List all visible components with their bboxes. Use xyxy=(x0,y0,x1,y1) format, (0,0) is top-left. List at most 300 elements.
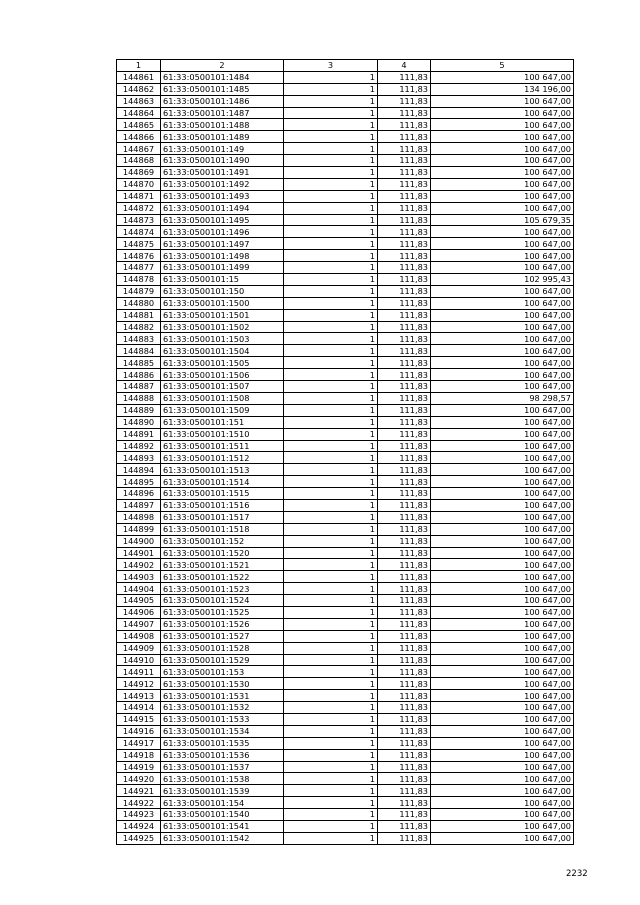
cadastral-value-cell: 100 647,00 xyxy=(431,559,574,571)
cadastral-number-cell: 61:33:0500101:1535 xyxy=(161,737,284,749)
cadastral-value-cell: 100 647,00 xyxy=(431,737,574,749)
quantity-cell: 1 xyxy=(284,606,378,618)
table-row xyxy=(117,178,574,190)
table-row xyxy=(117,773,574,785)
area-cell: 111,83 xyxy=(378,131,431,143)
table-row xyxy=(117,309,574,321)
cadastral-number-cell: 61:33:0500101:1501 xyxy=(161,309,284,321)
row-number-cell: 144887 xyxy=(117,381,161,393)
table-row xyxy=(117,785,574,797)
cadastral-number-cell: 61:33:0500101:1540 xyxy=(161,809,284,821)
cadastral-number-cell: 61:33:0500101:1522 xyxy=(161,571,284,583)
quantity-cell: 1 xyxy=(284,464,378,476)
cadastral-value-cell: 100 647,00 xyxy=(431,285,574,297)
cadastral-number-cell: 61:33:0500101:1506 xyxy=(161,369,284,381)
quantity-cell: 1 xyxy=(284,285,378,297)
cadastral-value-cell: 100 647,00 xyxy=(431,119,574,131)
cadastral-value-cell: 100 647,00 xyxy=(431,452,574,464)
row-number-cell: 144902 xyxy=(117,559,161,571)
cadastral-number-cell: 61:33:0500101:1525 xyxy=(161,606,284,618)
quantity-cell: 1 xyxy=(284,725,378,737)
quantity-cell: 1 xyxy=(284,71,378,83)
cadastral-value-cell: 98 298,57 xyxy=(431,392,574,404)
cadastral-number-cell: 61:33:0500101:1509 xyxy=(161,404,284,416)
area-cell: 111,83 xyxy=(378,357,431,369)
cadastral-number-cell: 61:33:0500101:1512 xyxy=(161,452,284,464)
cadastral-value-cell: 100 647,00 xyxy=(431,107,574,119)
cadastral-value-cell: 100 647,00 xyxy=(431,595,574,607)
quantity-cell: 1 xyxy=(284,511,378,523)
quantity-cell: 1 xyxy=(284,369,378,381)
table-row xyxy=(117,83,574,95)
row-number-cell: 144891 xyxy=(117,428,161,440)
cadastral-number-cell: 61:33:0500101:1495 xyxy=(161,214,284,226)
cadastral-value-cell: 100 647,00 xyxy=(431,238,574,250)
area-cell: 111,83 xyxy=(378,178,431,190)
table-row xyxy=(117,547,574,559)
table-row xyxy=(117,488,574,500)
row-number-cell: 144889 xyxy=(117,404,161,416)
table-row xyxy=(117,71,574,83)
cadastral-value-cell: 100 647,00 xyxy=(431,606,574,618)
row-number-cell: 144909 xyxy=(117,642,161,654)
table-row xyxy=(117,167,574,179)
cadastral-number-cell: 61:33:0500101:1504 xyxy=(161,345,284,357)
quantity-cell: 1 xyxy=(284,666,378,678)
row-number-cell: 144877 xyxy=(117,262,161,274)
cadastral-value-table xyxy=(116,59,574,845)
area-cell: 111,83 xyxy=(378,690,431,702)
cadastral-number-cell: 61:33:0500101:1524 xyxy=(161,595,284,607)
area-cell: 111,83 xyxy=(378,606,431,618)
row-number-cell: 144865 xyxy=(117,119,161,131)
cadastral-number-cell: 61:33:0500101:1496 xyxy=(161,226,284,238)
cadastral-value-cell: 100 647,00 xyxy=(431,155,574,167)
quantity-cell: 1 xyxy=(284,309,378,321)
table-row xyxy=(117,190,574,202)
quantity-cell: 1 xyxy=(284,642,378,654)
table-row xyxy=(117,416,574,428)
cadastral-number-cell: 61:33:0500101:1518 xyxy=(161,523,284,535)
row-number-cell: 144861 xyxy=(117,71,161,83)
cadastral-number-cell: 61:33:0500101:1521 xyxy=(161,559,284,571)
area-cell: 111,83 xyxy=(378,832,431,844)
quantity-cell: 1 xyxy=(284,678,378,690)
cadastral-value-cell: 100 647,00 xyxy=(431,642,574,654)
row-number-cell: 144886 xyxy=(117,369,161,381)
cadastral-number-cell: 61:33:0500101:153 xyxy=(161,666,284,678)
row-number-cell: 144911 xyxy=(117,666,161,678)
area-cell: 111,83 xyxy=(378,737,431,749)
table-row xyxy=(117,333,574,345)
table-row xyxy=(117,440,574,452)
row-number-cell: 144888 xyxy=(117,392,161,404)
cadastral-value-cell: 100 647,00 xyxy=(431,618,574,630)
page-number: 2232 xyxy=(566,869,588,879)
column-header-5: 5 xyxy=(431,60,574,72)
row-number-cell: 144922 xyxy=(117,797,161,809)
cadastral-value-cell: 100 647,00 xyxy=(431,547,574,559)
table-row xyxy=(117,499,574,511)
cadastral-number-cell: 61:33:0500101:1492 xyxy=(161,178,284,190)
cadastral-value-cell: 100 647,00 xyxy=(431,143,574,155)
area-cell: 111,83 xyxy=(378,571,431,583)
cadastral-number-cell: 61:33:0500101:1529 xyxy=(161,654,284,666)
table-row xyxy=(117,642,574,654)
row-number-cell: 144882 xyxy=(117,321,161,333)
quantity-cell: 1 xyxy=(284,499,378,511)
cadastral-number-cell: 61:33:0500101:1486 xyxy=(161,95,284,107)
cadastral-number-cell: 61:33:0500101:15 xyxy=(161,274,284,286)
cadastral-value-cell: 100 647,00 xyxy=(431,571,574,583)
cadastral-number-cell: 61:33:0500101:1513 xyxy=(161,464,284,476)
row-number-cell: 144908 xyxy=(117,630,161,642)
table-row xyxy=(117,606,574,618)
cadastral-value-cell: 100 647,00 xyxy=(431,690,574,702)
area-cell: 111,83 xyxy=(378,488,431,500)
row-number-cell: 144864 xyxy=(117,107,161,119)
cadastral-number-cell: 61:33:0500101:1514 xyxy=(161,476,284,488)
table-row xyxy=(117,285,574,297)
quantity-cell: 1 xyxy=(284,428,378,440)
cadastral-value-cell: 100 647,00 xyxy=(431,381,574,393)
row-number-cell: 144885 xyxy=(117,357,161,369)
row-number-cell: 144914 xyxy=(117,702,161,714)
row-number-cell: 144906 xyxy=(117,606,161,618)
row-number-cell: 144896 xyxy=(117,488,161,500)
area-cell: 111,83 xyxy=(378,547,431,559)
quantity-cell: 1 xyxy=(284,95,378,107)
area-cell: 111,83 xyxy=(378,404,431,416)
row-number-cell: 144925 xyxy=(117,832,161,844)
row-number-cell: 144875 xyxy=(117,238,161,250)
cadastral-value-cell: 100 647,00 xyxy=(431,713,574,725)
table-row xyxy=(117,595,574,607)
area-cell: 111,83 xyxy=(378,642,431,654)
table-row xyxy=(117,559,574,571)
area-cell: 111,83 xyxy=(378,583,431,595)
area-cell: 111,83 xyxy=(378,71,431,83)
table-row xyxy=(117,725,574,737)
cadastral-value-cell: 100 647,00 xyxy=(431,488,574,500)
area-cell: 111,83 xyxy=(378,821,431,833)
quantity-cell: 1 xyxy=(284,238,378,250)
area-cell: 111,83 xyxy=(378,559,431,571)
cadastral-number-cell: 61:33:0500101:1505 xyxy=(161,357,284,369)
cadastral-value-cell: 100 647,00 xyxy=(431,523,574,535)
row-number-cell: 144881 xyxy=(117,309,161,321)
area-cell: 111,83 xyxy=(378,262,431,274)
cadastral-number-cell: 61:33:0500101:1485 xyxy=(161,83,284,95)
cadastral-value-cell: 100 647,00 xyxy=(431,464,574,476)
table-row xyxy=(117,238,574,250)
cadastral-number-cell: 61:33:0500101:1497 xyxy=(161,238,284,250)
cadastral-number-cell: 61:33:0500101:1536 xyxy=(161,749,284,761)
quantity-cell: 1 xyxy=(284,297,378,309)
cadastral-number-cell: 61:33:0500101:149 xyxy=(161,143,284,155)
quantity-cell: 1 xyxy=(284,226,378,238)
row-number-cell: 144862 xyxy=(117,83,161,95)
quantity-cell: 1 xyxy=(284,404,378,416)
cadastral-value-cell: 100 647,00 xyxy=(431,666,574,678)
row-number-cell: 144917 xyxy=(117,737,161,749)
cadastral-number-cell: 61:33:0500101:151 xyxy=(161,416,284,428)
area-cell: 111,83 xyxy=(378,440,431,452)
table-row xyxy=(117,690,574,702)
table-row xyxy=(117,535,574,547)
quantity-cell: 1 xyxy=(284,630,378,642)
area-cell: 111,83 xyxy=(378,143,431,155)
cadastral-number-cell: 61:33:0500101:1499 xyxy=(161,262,284,274)
row-number-cell: 144923 xyxy=(117,809,161,821)
row-number-cell: 144880 xyxy=(117,297,161,309)
table-row xyxy=(117,107,574,119)
table-row xyxy=(117,511,574,523)
cadastral-number-cell: 61:33:0500101:1515 xyxy=(161,488,284,500)
table-row xyxy=(117,571,574,583)
cadastral-number-cell: 61:33:0500101:1527 xyxy=(161,630,284,642)
area-cell: 111,83 xyxy=(378,369,431,381)
cadastral-value-cell: 100 647,00 xyxy=(431,583,574,595)
area-cell: 111,83 xyxy=(378,618,431,630)
quantity-cell: 1 xyxy=(284,143,378,155)
table-row xyxy=(117,476,574,488)
cadastral-number-cell: 61:33:0500101:1498 xyxy=(161,250,284,262)
row-number-cell: 144870 xyxy=(117,178,161,190)
cadastral-value-cell: 100 647,00 xyxy=(431,202,574,214)
cadastral-value-cell: 100 647,00 xyxy=(431,262,574,274)
quantity-cell: 1 xyxy=(284,214,378,226)
row-number-cell: 144868 xyxy=(117,155,161,167)
quantity-cell: 1 xyxy=(284,381,378,393)
cadastral-value-cell: 100 647,00 xyxy=(431,630,574,642)
cadastral-value-cell: 100 647,00 xyxy=(431,131,574,143)
cadastral-number-cell: 61:33:0500101:1508 xyxy=(161,392,284,404)
cadastral-number-cell: 61:33:0500101:1534 xyxy=(161,725,284,737)
table-row xyxy=(117,749,574,761)
table-row xyxy=(117,369,574,381)
cadastral-value-cell: 100 647,00 xyxy=(431,725,574,737)
row-number-cell: 144892 xyxy=(117,440,161,452)
quantity-cell: 1 xyxy=(284,345,378,357)
cadastral-value-cell: 100 647,00 xyxy=(431,535,574,547)
cadastral-value-cell: 100 647,00 xyxy=(431,785,574,797)
table-row xyxy=(117,737,574,749)
quantity-cell: 1 xyxy=(284,333,378,345)
area-cell: 111,83 xyxy=(378,428,431,440)
cadastral-number-cell: 61:33:0500101:1510 xyxy=(161,428,284,440)
cadastral-number-cell: 61:33:0500101:154 xyxy=(161,797,284,809)
cadastral-number-cell: 61:33:0500101:1487 xyxy=(161,107,284,119)
cadastral-value-cell: 100 647,00 xyxy=(431,416,574,428)
row-number-cell: 144903 xyxy=(117,571,161,583)
cadastral-value-cell: 100 647,00 xyxy=(431,345,574,357)
area-cell: 111,83 xyxy=(378,678,431,690)
table-row xyxy=(117,452,574,464)
quantity-cell: 1 xyxy=(284,488,378,500)
area-cell: 111,83 xyxy=(378,773,431,785)
table-row xyxy=(117,702,574,714)
quantity-cell: 1 xyxy=(284,654,378,666)
area-cell: 111,83 xyxy=(378,666,431,678)
quantity-cell: 1 xyxy=(284,821,378,833)
row-number-cell: 144907 xyxy=(117,618,161,630)
table-row xyxy=(117,143,574,155)
table-header-row xyxy=(117,60,574,72)
area-cell: 111,83 xyxy=(378,345,431,357)
cadastral-value-cell: 100 647,00 xyxy=(431,404,574,416)
cadastral-value-cell: 100 647,00 xyxy=(431,226,574,238)
quantity-cell: 1 xyxy=(284,749,378,761)
row-number-cell: 144890 xyxy=(117,416,161,428)
area-cell: 111,83 xyxy=(378,749,431,761)
quantity-cell: 1 xyxy=(284,583,378,595)
cadastral-value-cell: 100 647,00 xyxy=(431,357,574,369)
cadastral-value-cell: 100 647,00 xyxy=(431,71,574,83)
column-header-3: 3 xyxy=(284,60,378,72)
cadastral-value-cell: 100 647,00 xyxy=(431,95,574,107)
cadastral-value-cell: 100 647,00 xyxy=(431,821,574,833)
quantity-cell: 1 xyxy=(284,392,378,404)
row-number-cell: 144876 xyxy=(117,250,161,262)
cadastral-number-cell: 61:33:0500101:1531 xyxy=(161,690,284,702)
area-cell: 111,83 xyxy=(378,392,431,404)
table-row xyxy=(117,832,574,844)
area-cell: 111,83 xyxy=(378,499,431,511)
area-cell: 111,83 xyxy=(378,381,431,393)
area-cell: 111,83 xyxy=(378,785,431,797)
row-number-cell: 144878 xyxy=(117,274,161,286)
quantity-cell: 1 xyxy=(284,702,378,714)
table-row xyxy=(117,155,574,167)
cadastral-number-cell: 61:33:0500101:1526 xyxy=(161,618,284,630)
quantity-cell: 1 xyxy=(284,773,378,785)
quantity-cell: 1 xyxy=(284,761,378,773)
row-number-cell: 144898 xyxy=(117,511,161,523)
table-row xyxy=(117,357,574,369)
table-row xyxy=(117,321,574,333)
table-row xyxy=(117,345,574,357)
row-number-cell: 144910 xyxy=(117,654,161,666)
cadastral-value-cell: 100 647,00 xyxy=(431,797,574,809)
quantity-cell: 1 xyxy=(284,107,378,119)
cadastral-number-cell: 61:33:0500101:1528 xyxy=(161,642,284,654)
quantity-cell: 1 xyxy=(284,119,378,131)
cadastral-number-cell: 61:33:0500101:1523 xyxy=(161,583,284,595)
row-number-cell: 144893 xyxy=(117,452,161,464)
table-row xyxy=(117,761,574,773)
cadastral-number-cell: 61:33:0500101:1516 xyxy=(161,499,284,511)
cadastral-number-cell: 61:33:0500101:1539 xyxy=(161,785,284,797)
quantity-cell: 1 xyxy=(284,618,378,630)
quantity-cell: 1 xyxy=(284,832,378,844)
row-number-cell: 144866 xyxy=(117,131,161,143)
row-number-cell: 144873 xyxy=(117,214,161,226)
cadastral-value-cell: 100 647,00 xyxy=(431,297,574,309)
column-header-1: 1 xyxy=(117,60,161,72)
area-cell: 111,83 xyxy=(378,107,431,119)
quantity-cell: 1 xyxy=(284,476,378,488)
table-row xyxy=(117,809,574,821)
quantity-cell: 1 xyxy=(284,690,378,702)
area-cell: 111,83 xyxy=(378,761,431,773)
area-cell: 111,83 xyxy=(378,155,431,167)
quantity-cell: 1 xyxy=(284,797,378,809)
row-number-cell: 144904 xyxy=(117,583,161,595)
cadastral-value-cell: 100 647,00 xyxy=(431,321,574,333)
area-cell: 111,83 xyxy=(378,476,431,488)
cadastral-number-cell: 61:33:0500101:1511 xyxy=(161,440,284,452)
cadastral-number-cell: 61:33:0500101:1541 xyxy=(161,821,284,833)
cadastral-value-cell: 102 995,43 xyxy=(431,274,574,286)
quantity-cell: 1 xyxy=(284,250,378,262)
table-row xyxy=(117,713,574,725)
cadastral-number-cell: 61:33:0500101:1537 xyxy=(161,761,284,773)
area-cell: 111,83 xyxy=(378,202,431,214)
area-cell: 111,83 xyxy=(378,464,431,476)
table-row xyxy=(117,821,574,833)
area-cell: 111,83 xyxy=(378,416,431,428)
table-row xyxy=(117,274,574,286)
row-number-cell: 144871 xyxy=(117,190,161,202)
area-cell: 111,83 xyxy=(378,95,431,107)
row-number-cell: 144919 xyxy=(117,761,161,773)
cadastral-value-cell: 100 647,00 xyxy=(431,809,574,821)
table-row xyxy=(117,381,574,393)
row-number-cell: 144915 xyxy=(117,713,161,725)
area-cell: 111,83 xyxy=(378,702,431,714)
table-row xyxy=(117,666,574,678)
table-row xyxy=(117,202,574,214)
row-number-cell: 144913 xyxy=(117,690,161,702)
table-row xyxy=(117,630,574,642)
quantity-cell: 1 xyxy=(284,547,378,559)
cadastral-number-cell: 61:33:0500101:1484 xyxy=(161,71,284,83)
row-number-cell: 144899 xyxy=(117,523,161,535)
cadastral-number-cell: 61:33:0500101:1533 xyxy=(161,713,284,725)
cadastral-value-cell: 100 647,00 xyxy=(431,702,574,714)
area-cell: 111,83 xyxy=(378,119,431,131)
table-row xyxy=(117,226,574,238)
cadastral-value-cell: 100 647,00 xyxy=(431,309,574,321)
row-number-cell: 144884 xyxy=(117,345,161,357)
cadastral-value-cell: 100 647,00 xyxy=(431,678,574,690)
quantity-cell: 1 xyxy=(284,416,378,428)
row-number-cell: 144918 xyxy=(117,749,161,761)
area-cell: 111,83 xyxy=(378,452,431,464)
area-cell: 111,83 xyxy=(378,713,431,725)
cadastral-number-cell: 61:33:0500101:1538 xyxy=(161,773,284,785)
quantity-cell: 1 xyxy=(284,357,378,369)
cadastral-value-cell: 100 647,00 xyxy=(431,511,574,523)
cadastral-number-cell: 61:33:0500101:1507 xyxy=(161,381,284,393)
area-cell: 111,83 xyxy=(378,285,431,297)
cadastral-value-cell: 100 647,00 xyxy=(431,428,574,440)
quantity-cell: 1 xyxy=(284,595,378,607)
quantity-cell: 1 xyxy=(284,571,378,583)
area-cell: 111,83 xyxy=(378,83,431,95)
table-row xyxy=(117,654,574,666)
cadastral-number-cell: 61:33:0500101:1532 xyxy=(161,702,284,714)
cadastral-value-cell: 100 647,00 xyxy=(431,832,574,844)
cadastral-value-cell: 100 647,00 xyxy=(431,499,574,511)
area-cell: 111,83 xyxy=(378,214,431,226)
row-number-cell: 144879 xyxy=(117,285,161,297)
area-cell: 111,83 xyxy=(378,309,431,321)
table-row xyxy=(117,250,574,262)
table-row xyxy=(117,523,574,535)
table-row xyxy=(117,404,574,416)
